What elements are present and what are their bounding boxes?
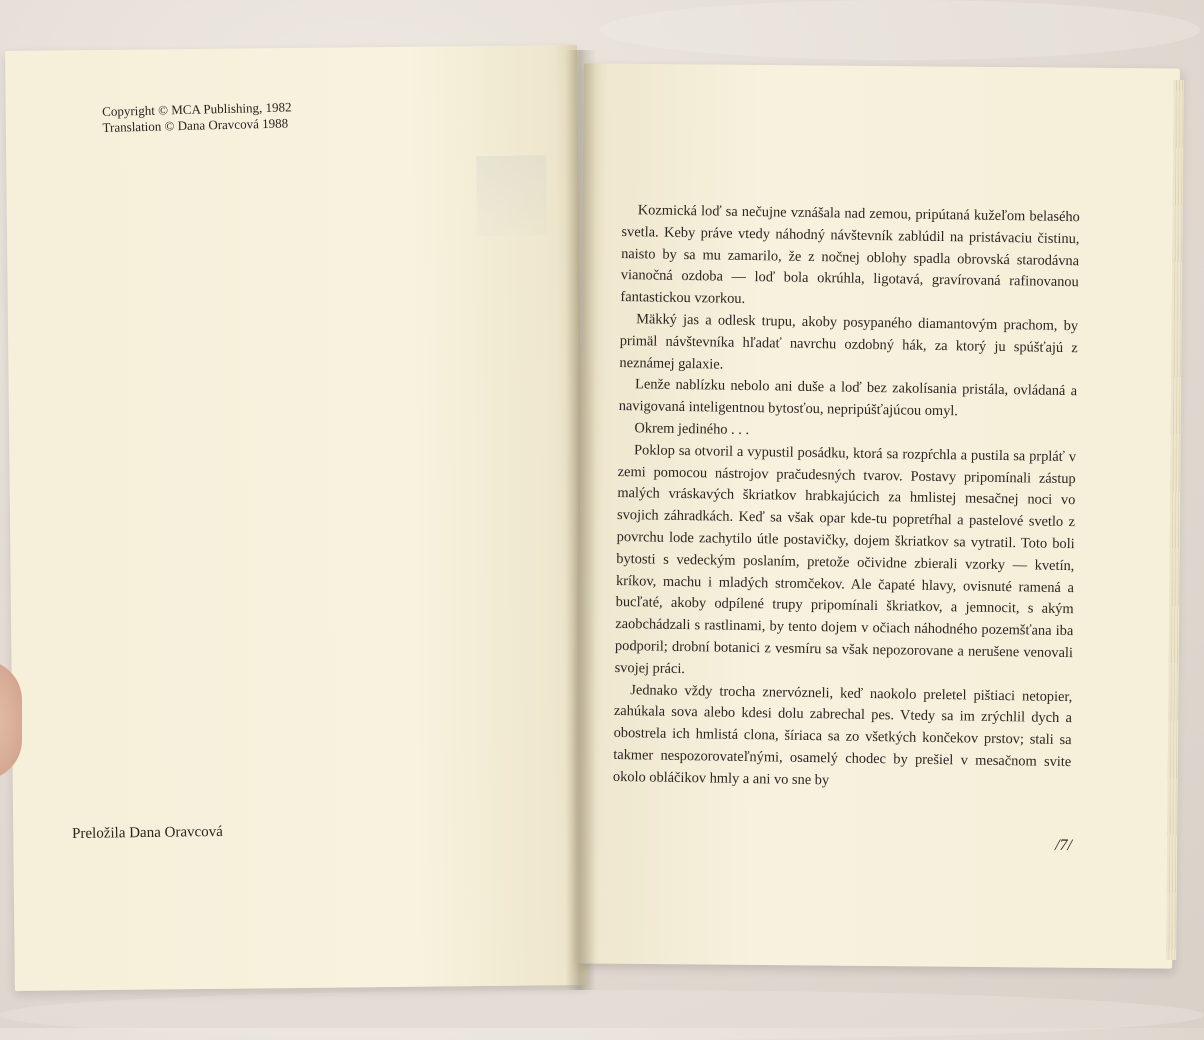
paragraph: Poklop sa otvoril a vypustil posádku, ktorá sa rozpŕchla a pustila sa prpláť v zemi pomocou nástrojov pračudesných tvarov. Postavy pripomínali zástup malých vráskavých škriatkov hrabkajúcich za hmlistej mesačnej noci vo svojich záhradkách. Keď sa však opar kde-tu popretŕhal a pastelové svetlo z povrchu lode zachytilo útle postavičky, dojem škriatkov sa vytratil. Toto boli bytosti s vedeckým poslaním, pretože očividne zbierali vzorky — kvetín, kríkov, machu i mladých stromčekov. Ale čapaté hlavy, ovisnuté ramená a bucľaté, akoby odpílené trupy pripomínali škriatkov, a jemnocit, s akým zaobchádzali s rastlinami, by tento dojem v očiach náhodného pozemšťana iba podporil; drobní botanici z vesmíru sa však nepozorovane a nerušene venovali svojej práci. (614, 441, 1077, 677)
show-through-print (476, 155, 547, 236)
body-text (613, 200, 1080, 796)
paragraph: Okrem jediného . . . (634, 420, 750, 438)
left-page (5, 45, 587, 991)
fur-texture (0, 990, 1204, 1040)
book-spine (566, 50, 596, 990)
copyright-line: Copyright © MCA Publishing, 1982 (102, 99, 292, 119)
translator-credit: Preložila Dana Oravcová (72, 823, 223, 842)
copyright-notice (102, 99, 292, 136)
paragraph: Kozmická loď sa nečujne vznášala nad zemou, pripútaná kužeľom belasého svetla. Keby práve vtedy náhodný návštevník zablúdil na pristávaciu čistinu, naisto by sa mu zamarilo, že z nočnej oblohy spadla obrovská starodávna vianočná ozdoba — loď bola okrúhla, ligotavá, gravírovaná rafinovanou fantastickou vzorkou. (620, 202, 1080, 308)
fur-texture (600, 0, 1200, 60)
paragraph: Jednako vždy trocha znervózneli, keď naokolo preletel pištiaci netopier, zahúkala sova alebo kdesi dolu zabrechal pes. Vtedy sa im zrýchlil dych a obostrela ich hmlistá clona, šíriaca sa zo všetkých končekov prstov; stali sa takmer nespozorovateľnými, osamelý chodec by prešiel v mesačnom svite okolo obláčikov hmly a ani vo sne by (612, 681, 1073, 789)
translation-line: Translation © Dana Oravcová 1988 (102, 115, 289, 135)
paragraph: Mäkký jas a odlesk trupu, akoby posypaného diamantovým prachom, by primäl návštevníka hľadať navrchu ozdobný hák, za ktorý ju spúšťajú z neznámej galaxie. (619, 311, 1079, 373)
page-number: /7/ (1054, 836, 1073, 855)
paragraph: Lenže nablízku nebolo ani duše a loď bez zakolísania pristála, ovládaná a navigovaná inteligentnou bytosťou, nepripúšťajúcou omyl. (618, 376, 1078, 420)
